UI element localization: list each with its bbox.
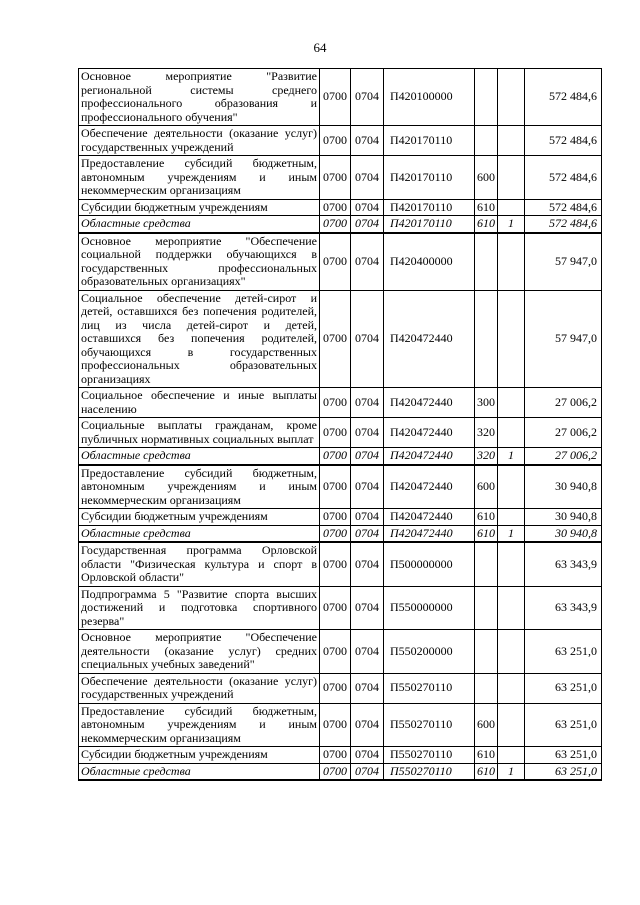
- subsection-code: 0704: [351, 525, 384, 542]
- expense-type-code: 600: [475, 703, 498, 747]
- section-code: 0700: [320, 388, 351, 418]
- section-code: 0700: [320, 290, 351, 388]
- table-row: [79, 126, 602, 156]
- amount-value: 63 251,0: [525, 673, 602, 703]
- expense-type-code: 320: [475, 418, 498, 448]
- table-row: [79, 747, 602, 764]
- expense-type-code: [475, 69, 498, 126]
- amount-value: 63 251,0: [525, 703, 602, 747]
- amount-value: 57 947,0: [525, 233, 602, 291]
- row-name: Государственная программа Орловской области "Физическая культура и спорт в Орловской области": [79, 542, 320, 586]
- table-row: [79, 216, 602, 233]
- subsection-code: 0704: [351, 156, 384, 200]
- amount-value: 63 251,0: [525, 630, 602, 674]
- row-name: Основное мероприятие "Обеспечение деятельности (оказание услуг) средних специальных учебных заведений": [79, 630, 320, 674]
- section-code: 0700: [320, 448, 351, 465]
- subsection-code: 0704: [351, 448, 384, 465]
- amount-value: 572 484,6: [525, 69, 602, 126]
- section-code: 0700: [320, 156, 351, 200]
- target-article-code: П420472440: [384, 418, 475, 448]
- expense-type-code: [475, 233, 498, 291]
- funding-source-code: [498, 233, 525, 291]
- funding-source-code: 1: [498, 448, 525, 465]
- section-code: 0700: [320, 199, 351, 216]
- row-name: Основное мероприятие "Развитие региональной системы среднего профессионального образования и профессионального обучения": [79, 69, 320, 126]
- subsection-code: 0704: [351, 69, 384, 126]
- table-row: [79, 233, 602, 291]
- section-code: 0700: [320, 418, 351, 448]
- amount-value: 30 940,8: [525, 465, 602, 509]
- subsection-code: 0704: [351, 509, 384, 526]
- amount-value: 57 947,0: [525, 290, 602, 388]
- table-row: [79, 673, 602, 703]
- subsection-code: 0704: [351, 233, 384, 291]
- expense-type-code: 610: [475, 763, 498, 780]
- subsection-code: 0704: [351, 216, 384, 233]
- target-article-code: П420400000: [384, 233, 475, 291]
- row-name: Обеспечение деятельности (оказание услуг) государственных учреждений: [79, 126, 320, 156]
- target-article-code: П550200000: [384, 630, 475, 674]
- section-code: 0700: [320, 630, 351, 674]
- target-article-code: П420472440: [384, 509, 475, 526]
- table-row: [79, 586, 602, 630]
- row-name: Субсидии бюджетным учреждениям: [79, 747, 320, 764]
- funding-source-code: [498, 388, 525, 418]
- row-name: Социальные выплаты гражданам, кроме публичных нормативных социальных выплат: [79, 418, 320, 448]
- funding-source-code: [498, 156, 525, 200]
- expense-type-code: 610: [475, 747, 498, 764]
- subsection-code: 0704: [351, 388, 384, 418]
- target-article-code: П420170110: [384, 199, 475, 216]
- table-row: [79, 199, 602, 216]
- expense-type-code: [475, 586, 498, 630]
- target-article-code: П420472440: [384, 388, 475, 418]
- subsection-code: 0704: [351, 747, 384, 764]
- funding-source-code: [498, 703, 525, 747]
- row-name: Областные средства: [79, 525, 320, 542]
- target-article-code: П420170110: [384, 216, 475, 233]
- expense-type-code: 300: [475, 388, 498, 418]
- section-code: 0700: [320, 126, 351, 156]
- row-name: Субсидии бюджетным учреждениям: [79, 509, 320, 526]
- expense-type-code: [475, 630, 498, 674]
- row-name: Предоставление субсидий бюджетным, автономным учреждениям и иным некоммерческим организациям: [79, 703, 320, 747]
- funding-source-code: [498, 542, 525, 586]
- row-name: Основное мероприятие "Обеспечение социальной поддержки обучающихся в государственных профессиональных образовательных организациях": [79, 233, 320, 291]
- target-article-code: П550270110: [384, 673, 475, 703]
- amount-value: 572 484,6: [525, 126, 602, 156]
- table-row: [79, 703, 602, 747]
- section-code: 0700: [320, 509, 351, 526]
- budget-table-body: [79, 69, 602, 781]
- row-name: Социальное обеспечение детей-сирот и детей, оставшихся без попечения родителей, лиц из числа детей-сирот и детей, оставшихся без попечения родителей, обучающихся в государственных профессиональных образовательных организациях: [79, 290, 320, 388]
- amount-value: 63 251,0: [525, 763, 602, 780]
- table-row: [79, 290, 602, 388]
- target-article-code: П420170110: [384, 126, 475, 156]
- target-article-code: П550270110: [384, 747, 475, 764]
- table-row: [79, 525, 602, 542]
- subsection-code: 0704: [351, 673, 384, 703]
- funding-source-code: [498, 509, 525, 526]
- section-code: 0700: [320, 747, 351, 764]
- expense-type-code: [475, 126, 498, 156]
- expense-type-code: [475, 542, 498, 586]
- table-row: [79, 448, 602, 465]
- table-row: [79, 156, 602, 200]
- amount-value: 63 343,9: [525, 586, 602, 630]
- funding-source-code: [498, 199, 525, 216]
- expense-type-code: 320: [475, 448, 498, 465]
- section-code: 0700: [320, 233, 351, 291]
- section-code: 0700: [320, 525, 351, 542]
- subsection-code: 0704: [351, 542, 384, 586]
- subsection-code: 0704: [351, 630, 384, 674]
- section-code: 0700: [320, 763, 351, 780]
- funding-source-code: [498, 586, 525, 630]
- subsection-code: 0704: [351, 126, 384, 156]
- row-name: Подпрограмма 5 "Развитие спорта высших достижений и подготовка спортивного резерва": [79, 586, 320, 630]
- row-name: Обеспечение деятельности (оказание услуг) государственных учреждений: [79, 673, 320, 703]
- expense-type-code: 610: [475, 509, 498, 526]
- row-name: Предоставление субсидий бюджетным, автономным учреждениям и иным некоммерческим организациям: [79, 465, 320, 509]
- row-name: Социальное обеспечение и иные выплаты населению: [79, 388, 320, 418]
- amount-value: 30 940,8: [525, 509, 602, 526]
- subsection-code: 0704: [351, 703, 384, 747]
- table-row: [79, 763, 602, 780]
- section-code: 0700: [320, 586, 351, 630]
- table-row: [79, 542, 602, 586]
- funding-source-code: [498, 126, 525, 156]
- target-article-code: П550270110: [384, 763, 475, 780]
- funding-source-code: [498, 747, 525, 764]
- funding-source-code: [498, 418, 525, 448]
- amount-value: 572 484,6: [525, 199, 602, 216]
- table-row: [79, 388, 602, 418]
- section-code: 0700: [320, 465, 351, 509]
- target-article-code: П550270110: [384, 703, 475, 747]
- target-article-code: П500000000: [384, 542, 475, 586]
- table-row: [79, 418, 602, 448]
- table-row: [79, 509, 602, 526]
- expense-type-code: 600: [475, 156, 498, 200]
- funding-source-code: [498, 290, 525, 388]
- section-code: 0700: [320, 69, 351, 126]
- amount-value: 63 251,0: [525, 747, 602, 764]
- table-row: [79, 630, 602, 674]
- subsection-code: 0704: [351, 586, 384, 630]
- row-name: Областные средства: [79, 216, 320, 233]
- funding-source-code: [498, 630, 525, 674]
- subsection-code: 0704: [351, 290, 384, 388]
- budget-table: [78, 68, 602, 781]
- funding-source-code: [498, 673, 525, 703]
- row-name: Областные средства: [79, 763, 320, 780]
- funding-source-code: [498, 69, 525, 126]
- target-article-code: П550000000: [384, 586, 475, 630]
- page-number: 64: [313, 40, 327, 55]
- subsection-code: 0704: [351, 199, 384, 216]
- target-article-code: П420100000: [384, 69, 475, 126]
- amount-value: 27 006,2: [525, 388, 602, 418]
- amount-value: 572 484,6: [525, 156, 602, 200]
- target-article-code: П420472440: [384, 465, 475, 509]
- amount-value: 572 484,6: [525, 216, 602, 233]
- section-code: 0700: [320, 703, 351, 747]
- subsection-code: 0704: [351, 465, 384, 509]
- row-name: Областные средства: [79, 448, 320, 465]
- row-name: Субсидии бюджетным учреждениям: [79, 199, 320, 216]
- table-row: [79, 465, 602, 509]
- section-code: 0700: [320, 542, 351, 586]
- subsection-code: 0704: [351, 418, 384, 448]
- amount-value: 27 006,2: [525, 448, 602, 465]
- expense-type-code: [475, 673, 498, 703]
- expense-type-code: 600: [475, 465, 498, 509]
- section-code: 0700: [320, 673, 351, 703]
- table-row: [79, 69, 602, 126]
- target-article-code: П420170110: [384, 156, 475, 200]
- funding-source-code: 1: [498, 763, 525, 780]
- expense-type-code: 610: [475, 199, 498, 216]
- funding-source-code: [498, 465, 525, 509]
- amount-value: 27 006,2: [525, 418, 602, 448]
- target-article-code: П420472440: [384, 290, 475, 388]
- row-name: Предоставление субсидий бюджетным, автономным учреждениям и иным некоммерческим организациям: [79, 156, 320, 200]
- funding-source-code: 1: [498, 525, 525, 542]
- funding-source-code: 1: [498, 216, 525, 233]
- section-code: 0700: [320, 216, 351, 233]
- expense-type-code: 610: [475, 216, 498, 233]
- amount-value: 30 940,8: [525, 525, 602, 542]
- amount-value: 63 343,9: [525, 542, 602, 586]
- expense-type-code: 610: [475, 525, 498, 542]
- subsection-code: 0704: [351, 763, 384, 780]
- expense-type-code: [475, 290, 498, 388]
- target-article-code: П420472440: [384, 448, 475, 465]
- target-article-code: П420472440: [384, 525, 475, 542]
